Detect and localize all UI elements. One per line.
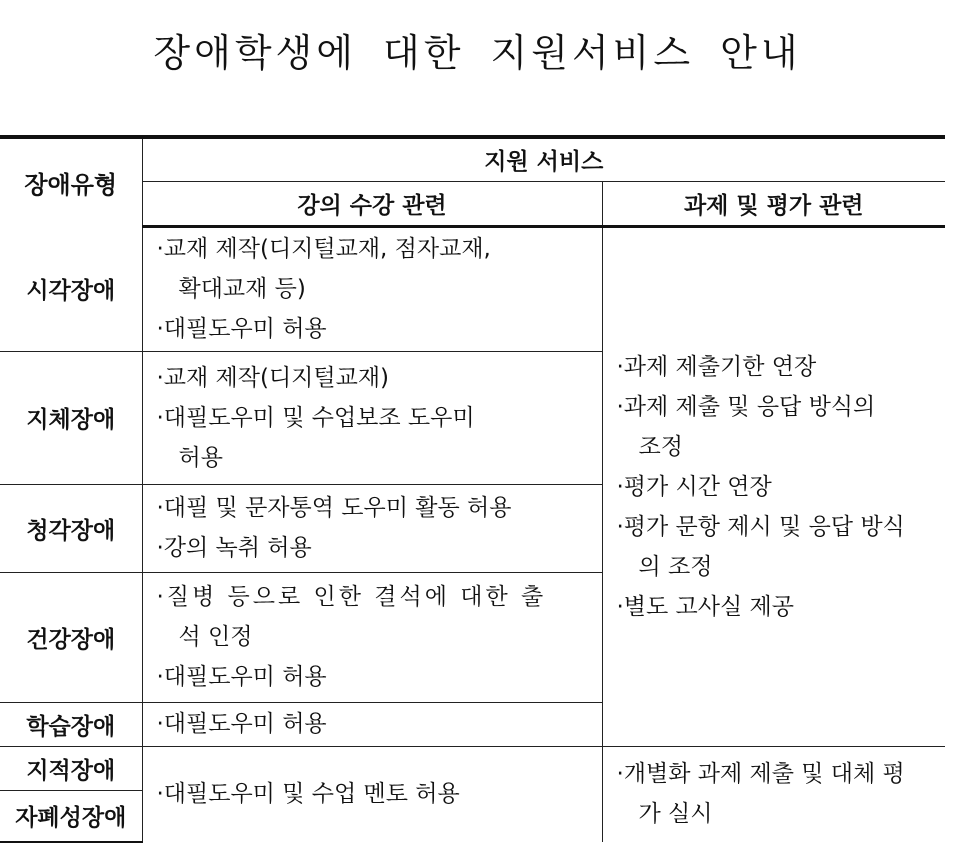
lecture-support-cell — [142, 351, 602, 484]
assignment-item: ·개별화 과제 제출 및 대체 평 — [616, 761, 905, 788]
lecture-item: ·대필도우미 허용 — [156, 316, 327, 342]
lecture-item: ·대필도우미 허용 — [156, 664, 327, 690]
support-services-table — [0, 135, 945, 843]
lecture-item: ·질병 등으로 인한 결석에 대한 출 — [156, 584, 547, 610]
lecture-item: ·대필도우미 및 수업보조 도우미 — [156, 404, 475, 431]
header-assignment: 과제 및 평가 관련 — [602, 181, 945, 226]
header-lecture: 강의 수강 관련 — [142, 181, 602, 226]
lecture-item: ·대필도우미 및 수업 멘토 허용 — [156, 781, 460, 808]
assignment-item-continued: 가 실시 — [638, 801, 713, 828]
assignment-item: ·평가 문항 제시 및 응답 방식 — [616, 513, 905, 540]
lecture-support-cell — [142, 702, 602, 746]
type-cell: 자폐성장애 — [0, 790, 142, 842]
type-cell: 지체장애 — [0, 351, 142, 484]
lecture-item: ·대필도우미 허용 — [156, 711, 327, 737]
assignment-item: ·과제 제출기한 연장 — [616, 353, 817, 380]
assignment-item: ·과제 제출 및 응답 방식의 — [616, 393, 876, 420]
header-disability-type: 장애유형 — [0, 137, 142, 226]
type-cell: 학습장애 — [0, 702, 142, 746]
lecture-support-cell — [142, 572, 602, 702]
type-cell: 시각장애 — [0, 226, 142, 351]
type-cell: 청각장애 — [0, 484, 142, 572]
lecture-item-continued: 확대교재 등) — [178, 276, 306, 302]
lecture-item: ·교재 제작(디지털교재, 점자교재, — [156, 236, 491, 262]
assignment-item-continued: 의 조정 — [638, 553, 713, 580]
assignment-support-common-cell — [602, 226, 945, 746]
lecture-item: ·교재 제작(디지털교재) — [156, 364, 390, 391]
assignment-item: ·별도 고사실 제공 — [616, 593, 794, 620]
lecture-item: ·대필 및 문자통역 도우미 활동 허용 — [156, 495, 512, 521]
lecture-item-continued: 석 인정 — [178, 624, 253, 650]
lecture-support-cell — [142, 226, 602, 351]
assignment-support-cell — [602, 746, 945, 842]
assignment-item: ·평가 시간 연장 — [616, 473, 772, 500]
page-title: 장애학생에 대한 지원서비스 안내 — [153, 31, 802, 75]
lecture-support-cell — [142, 484, 602, 572]
assignment-item-continued: 조정 — [638, 433, 683, 460]
lecture-support-cell — [142, 746, 602, 842]
type-cell: 지적장애 — [0, 746, 142, 790]
lecture-item-continued: 허용 — [178, 444, 223, 471]
header-support-service: 지원 서비스 — [142, 137, 945, 181]
type-cell: 건강장애 — [0, 572, 142, 702]
lecture-item: ·강의 녹취 허용 — [156, 535, 312, 561]
